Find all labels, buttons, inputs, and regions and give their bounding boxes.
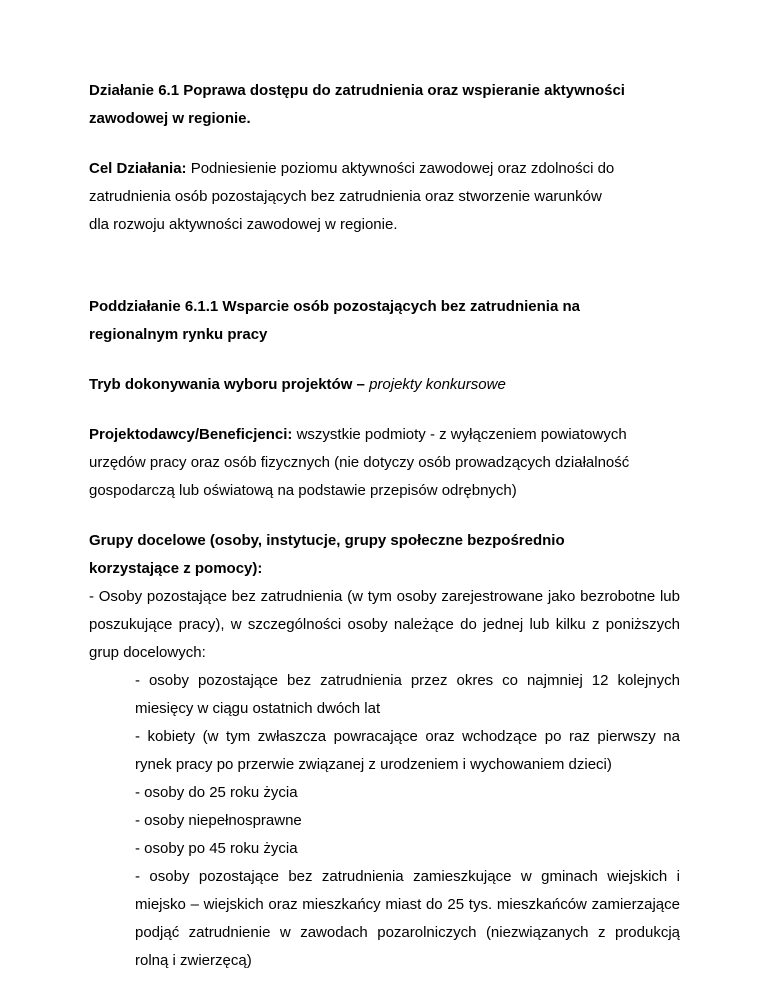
list-item: - osoby niepełnosprawne xyxy=(135,812,302,829)
subaction-title xyxy=(89,293,680,349)
list-item: - osoby pozostające bez zatrudnienia zamieszkujące w gminach wiejskich i miejsko – wiejskich oraz mieszkańcy miast do 25 tys. mieszkańców zamierzające podjąć zatrudnienie w zawodach pozarolniczych (niezwiązanych z produkcją rolną i zwierzęcą) xyxy=(135,868,680,969)
goal-paragraph xyxy=(89,155,680,239)
target-groups-heading-line-1: Grupy docelowe (osoby, instytucje, grupy społeczne bezpośrednio xyxy=(89,532,565,549)
list-item: - osoby po 45 roku życia xyxy=(135,840,298,857)
goal-line-3: dla rozwoju aktywności zawodowej w regionie. xyxy=(89,216,398,233)
action-title xyxy=(89,77,680,133)
beneficiaries-line-3: gospodarczą lub oświatową na podstawie przepisów odrębnych) xyxy=(89,482,517,499)
action-title-line-2: zawodowej w regionie. xyxy=(89,110,251,127)
target-groups-section xyxy=(89,527,680,975)
selection-mode-value: projekty konkursowe xyxy=(369,376,506,393)
target-groups-intro: - Osoby pozostające bez zatrudnienia (w tym osoby zarejestrowane jako bezrobotne lub poszukujące pracy), w szczególności osoby należące do jednej lub kilku z poniższych grup docelowych: xyxy=(89,588,680,661)
goal-label: Cel Działania: xyxy=(89,160,187,177)
selection-mode-line xyxy=(89,371,680,399)
action-title-line-1: Działanie 6.1 Poprawa dostępu do zatrudnienia oraz wspieranie aktywności xyxy=(89,82,625,99)
goal-line-2: zatrudnienia osób pozostających bez zatrudnienia oraz stworzenie warunków xyxy=(89,188,602,205)
list-item: - osoby pozostające bez zatrudnienia przez okres co najmniej 12 kolejnych miesięcy w ciągu ostatnich dwóch lat xyxy=(135,672,680,717)
target-groups-heading-line-2: korzystające z pomocy): xyxy=(89,560,263,577)
goal-line-1 xyxy=(89,155,680,183)
goal-text-1: Podniesienie poziomu aktywności zawodowej oraz zdolności do xyxy=(186,160,615,177)
list-item: - kobiety (w tym zwłaszcza powracające oraz wchodzące po raz pierwszy na rynek pracy po przerwie związanej z urodzeniem i wychowaniem dzieci) xyxy=(135,728,680,773)
subaction-title-line-1: Poddziałanie 6.1.1 Wsparcie osób pozostających bez zatrudnienia na xyxy=(89,298,580,315)
beneficiaries-text-1: wszystkie podmioty - z wyłączeniem powiatowych xyxy=(292,426,627,443)
selection-mode-label: Tryb dokonywania wyboru projektów – xyxy=(89,376,370,393)
list-item: - osoby do 25 roku życia xyxy=(135,784,298,801)
target-groups-list xyxy=(89,667,680,975)
selection-mode xyxy=(89,371,680,399)
subaction-title-line-2: regionalnym rynku pracy xyxy=(89,326,268,343)
beneficiaries-paragraph xyxy=(89,421,680,505)
beneficiaries-line-1 xyxy=(89,421,680,449)
beneficiaries-label: Projektodawcy/Beneficjenci: xyxy=(89,426,293,443)
beneficiaries-line-2: urzędów pracy oraz osób fizycznych (nie dotyczy osób prowadzących działalność xyxy=(89,454,630,471)
